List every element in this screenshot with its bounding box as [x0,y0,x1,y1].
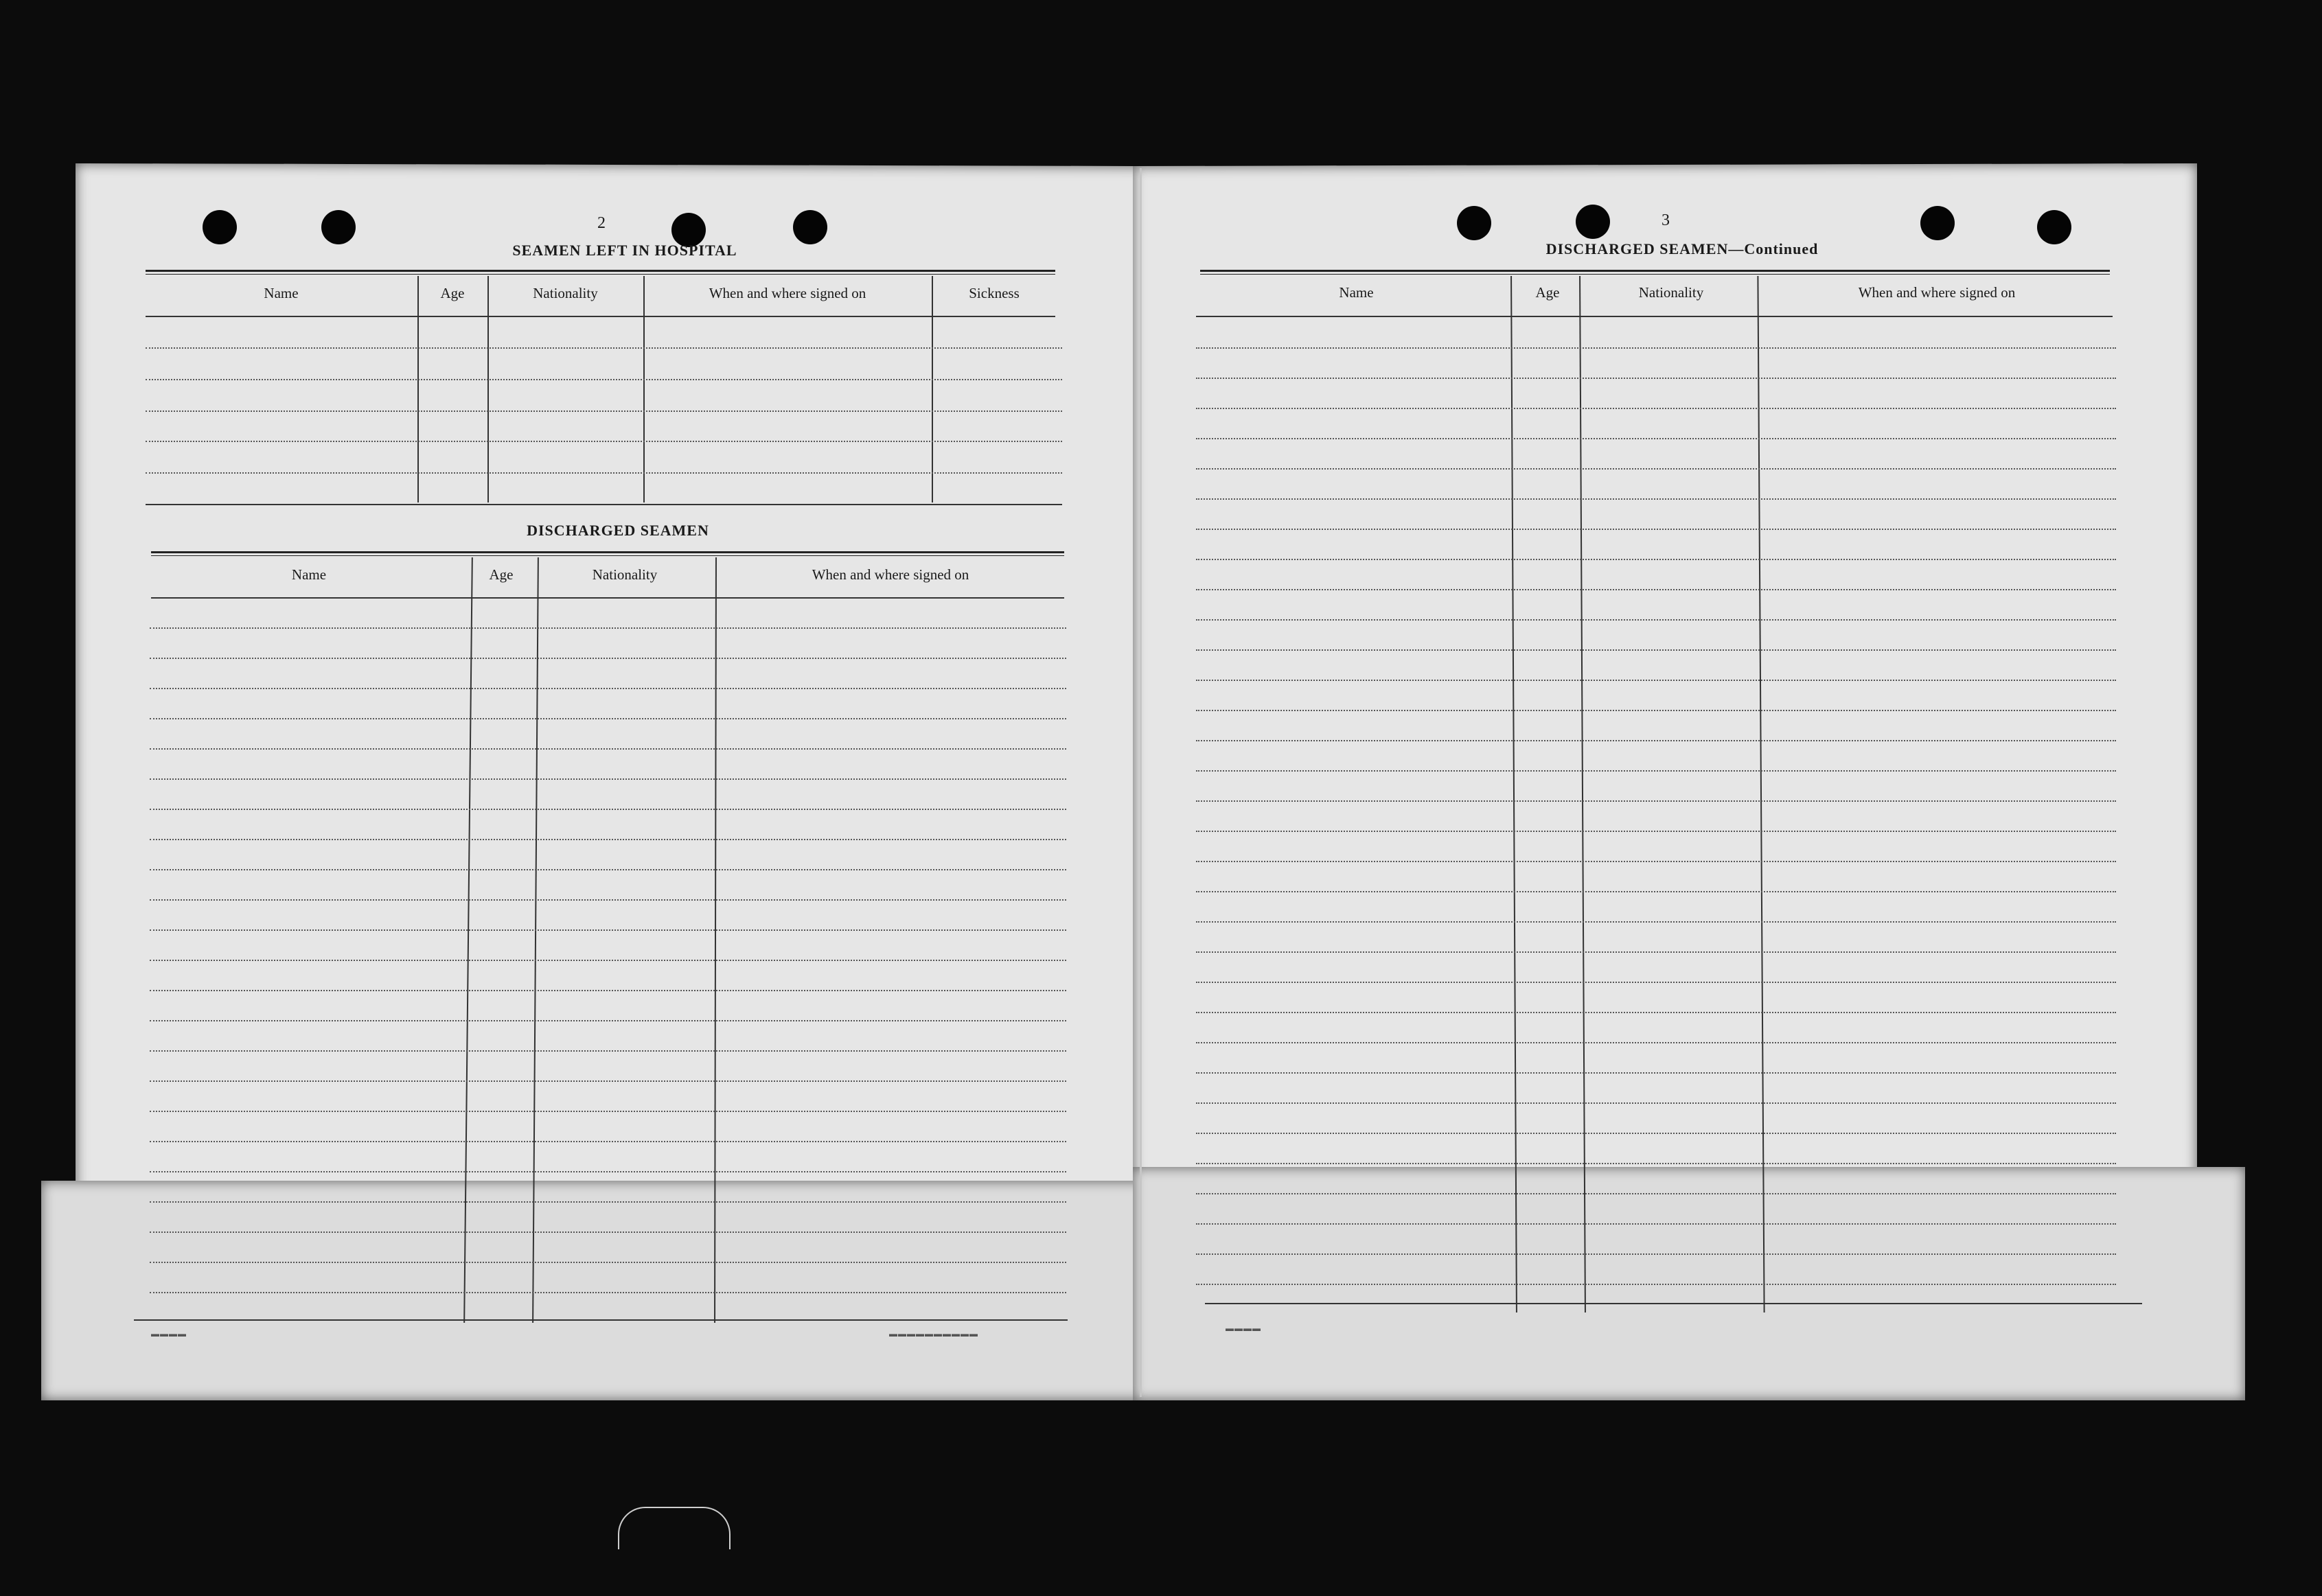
table-row-line [150,1080,1066,1082]
table-row-line [150,1111,1066,1112]
hospital-bottom-rule [146,504,1062,505]
left-page-folded-edge [41,1181,1153,1400]
table-row-line [150,1262,1066,1263]
table-row-line [1196,649,2116,651]
table-row-line [150,778,1066,780]
discharged-section-title-left: DISCHARGED SEAMEN [527,522,709,539]
discharged-col-nationality-left: Nationality [592,566,658,583]
table-row-line [1196,1223,2116,1225]
form-code-right: ▬▬▬▬ [1226,1323,1261,1333]
discharged-bottom-rule-right [1205,1303,2142,1304]
table-row-line [1196,680,2116,681]
table-row-line [150,899,1066,901]
table-row-line [1196,1253,2116,1255]
table-row-line [150,658,1066,659]
table-row-line [1196,589,2116,590]
hospital-col-nationality: Nationality [533,285,598,301]
title-main: DISCHARGED SEAMEN [1545,240,1729,257]
table-row-line [1196,347,2116,349]
punch-hole [321,210,356,244]
hospital-row-line [146,441,1062,442]
table-row-line [150,990,1066,991]
punch-hole [1457,206,1491,240]
discharged-col-age-left: Age [489,566,514,583]
hospital-row-line [146,472,1062,474]
table-row-line [150,627,1066,629]
center-fold [1140,168,1142,1397]
discharged-col-age-right: Age [1535,284,1560,301]
table-row-line [1196,1163,2116,1164]
page-number-left: 2 [597,214,606,232]
discharged-header-underline-left [151,597,1064,599]
discharged-header-underline-right [1196,316,2113,317]
table-row-line [150,1292,1066,1293]
table-row-line [1196,438,2116,439]
discharged-col-nationality-right: Nationality [1638,284,1704,301]
table-row-line [150,1201,1066,1203]
punch-hole [203,210,237,244]
table-row-line [150,1050,1066,1052]
table-row-line [150,1231,1066,1233]
table-row-line [1196,800,2116,802]
table-row-line [150,1020,1066,1021]
table-row-line [150,1171,1066,1172]
table-row-line [1196,529,2116,530]
paper-scrap [618,1507,731,1549]
table-row-line [150,839,1066,840]
table-row-line [1196,1102,2116,1104]
page-number-right: 3 [1662,211,1670,229]
hospital-col-divider [643,276,645,502]
table-row-line [150,809,1066,810]
hospital-row-line [146,379,1062,380]
discharged-col-name-right: Name [1339,284,1374,301]
table-row-line [1196,468,2116,470]
hospital-row-line [146,410,1062,412]
table-row-line [150,688,1066,689]
discharged-col-name-left: Name [291,566,327,583]
hospital-section-title: SEAMEN LEFT IN HOSPITAL [512,242,737,259]
table-row-line [1196,770,2116,772]
discharged-col-signed-on-left: When and where signed on [812,566,969,583]
table-row-line [150,869,1066,870]
table-row-line [150,718,1066,719]
hospital-col-divider [932,276,933,502]
discharged-bottom-rule-left [134,1319,1068,1321]
table-row-line [1196,1042,2116,1043]
hospital-top-rule [146,270,1055,272]
hospital-col-age: Age [440,285,465,301]
hospital-col-sickness: Sickness [969,285,1020,301]
table-row-line [1196,498,2116,500]
hospital-row-line [146,347,1062,349]
table-row-line [1196,921,2116,923]
hospital-col-divider [417,276,419,502]
table-row-line [1196,1284,2116,1285]
table-row-line [1196,861,2116,862]
table-row-line [1196,559,2116,560]
table-row-line [1196,951,2116,953]
table-row-line [1196,1133,2116,1134]
hospital-col-name: Name [264,285,299,301]
table-row-line [1196,619,2116,621]
discharged-section-title-right [1428,240,1936,258]
form-code-left: ▬▬▬▬ [151,1329,187,1339]
discharged-top-rule-left [151,551,1064,553]
continued-note-left: ▬▬▬▬▬▬▬▬▬▬ [889,1329,978,1339]
table-row-line [150,960,1066,961]
table-row-line [1196,1012,2116,1013]
table-row-line [1196,1072,2116,1074]
punch-hole [2037,210,2071,244]
hospital-col-signed-on: When and where signed on [709,285,866,301]
title-continued: —Continued [1728,240,1819,257]
table-row-line [1196,710,2116,711]
bleed-through-text [357,384,365,400]
discharged-col-signed-on-right: When and where signed on [1858,284,2016,301]
punch-hole [1576,205,1610,239]
table-row-line [1196,378,2116,379]
discharged-top-rule-right [1200,270,2110,272]
hospital-header-underline [146,316,1055,317]
hospital-col-divider [487,276,489,502]
table-row-line [1196,740,2116,741]
table-row-line [150,1141,1066,1142]
table-row-line [150,929,1066,931]
table-row-line [1196,831,2116,832]
table-row-line [1196,408,2116,409]
punch-hole [793,210,827,244]
punch-hole [1920,206,1955,240]
table-row-line [1196,1193,2116,1194]
table-row-line [1196,891,2116,892]
table-row-line [150,748,1066,750]
table-row-line [1196,982,2116,983]
